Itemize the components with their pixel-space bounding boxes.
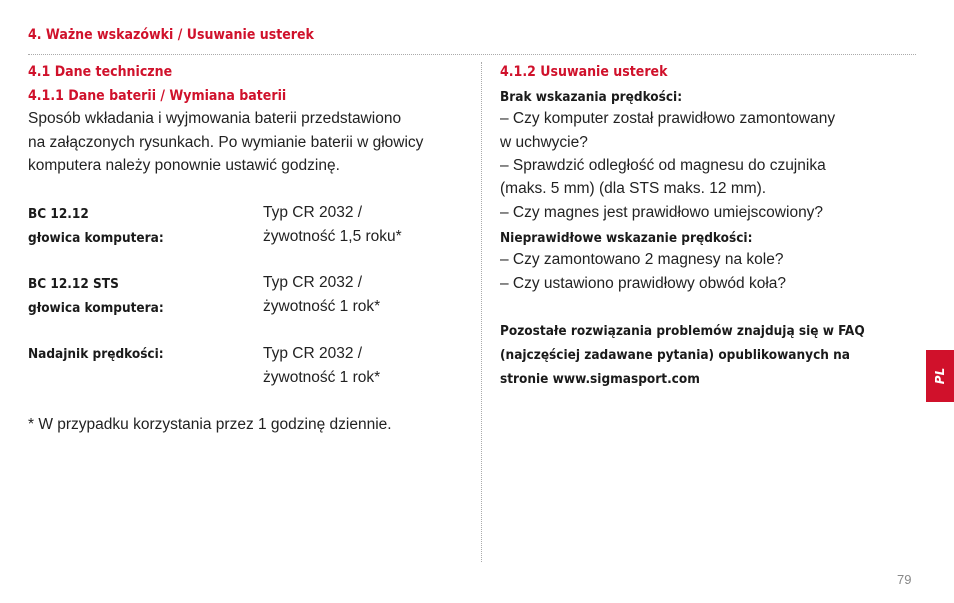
heading-technical-data: 4.1 Dane techniczne bbox=[28, 64, 173, 80]
section-title: 4. Ważne wskazówki / Usuwanie usterek bbox=[28, 27, 314, 43]
intro-line: Sposób wkładania i wyjmowania baterii przedstawiono bbox=[28, 110, 402, 127]
faq-line: stronie www.sigmasport.com bbox=[500, 371, 700, 387]
footnote: * W przypadku korzystania przez 1 godzinę dziennie. bbox=[28, 416, 392, 433]
spec-label: BC 12.12 bbox=[28, 206, 89, 222]
list-item: – Sprawdzić odległość od magnesu do czujnika bbox=[500, 157, 826, 174]
subheading-wrong-speed: Nieprawidłowe wskazanie prędkości: bbox=[500, 230, 753, 246]
faq-line: Pozostałe rozwiązania problemów znajdują się w FAQ bbox=[500, 323, 865, 339]
spec-value: żywotność 1 rok* bbox=[263, 369, 381, 386]
spec-value: Typ CR 2032 / bbox=[263, 204, 363, 221]
language-tab-label: PL bbox=[933, 367, 947, 385]
intro-line: komputera należy ponownie ustawić godzinę. bbox=[28, 157, 340, 174]
faq-line: (najczęściej zadawane pytania) opublikowanych na bbox=[500, 347, 850, 363]
language-tab bbox=[926, 350, 954, 402]
spec-value: żywotność 1,5 roku* bbox=[263, 228, 402, 245]
list-item: – Czy ustawiono prawidłowy obwód koła? bbox=[500, 275, 787, 292]
heading-troubleshooting: 4.1.2 Usuwanie usterek bbox=[500, 64, 668, 80]
list-item: – Czy zamontowano 2 magnesy na kole? bbox=[500, 251, 784, 268]
list-item: w uchwycie? bbox=[500, 134, 588, 151]
spec-value: Typ CR 2032 / bbox=[263, 274, 363, 291]
spec-value: żywotność 1 rok* bbox=[263, 298, 381, 315]
intro-line: na załączonych rysunkach. Po wymianie baterii w głowicy bbox=[28, 134, 424, 151]
page-number: 79 bbox=[897, 572, 912, 587]
spec-label: BC 12.12 STS bbox=[28, 276, 119, 292]
list-item: (maks. 5 mm) (dla STS maks. 12 mm). bbox=[500, 180, 767, 197]
spec-label: głowica komputera: bbox=[28, 230, 164, 246]
subheading-no-speed: Brak wskazania prędkości: bbox=[500, 89, 683, 105]
horizontal-rule bbox=[28, 54, 916, 55]
spec-label: Nadajnik prędkości: bbox=[28, 346, 164, 362]
list-item: – Czy magnes jest prawidłowo umiejscowiony? bbox=[500, 204, 824, 221]
spec-label: głowica komputera: bbox=[28, 300, 164, 316]
column-divider bbox=[481, 62, 482, 562]
heading-battery-data: 4.1.1 Dane baterii / Wymiana baterii bbox=[28, 88, 287, 104]
list-item: – Czy komputer został prawidłowo zamontowany bbox=[500, 110, 836, 127]
spec-value: Typ CR 2032 / bbox=[263, 345, 363, 362]
